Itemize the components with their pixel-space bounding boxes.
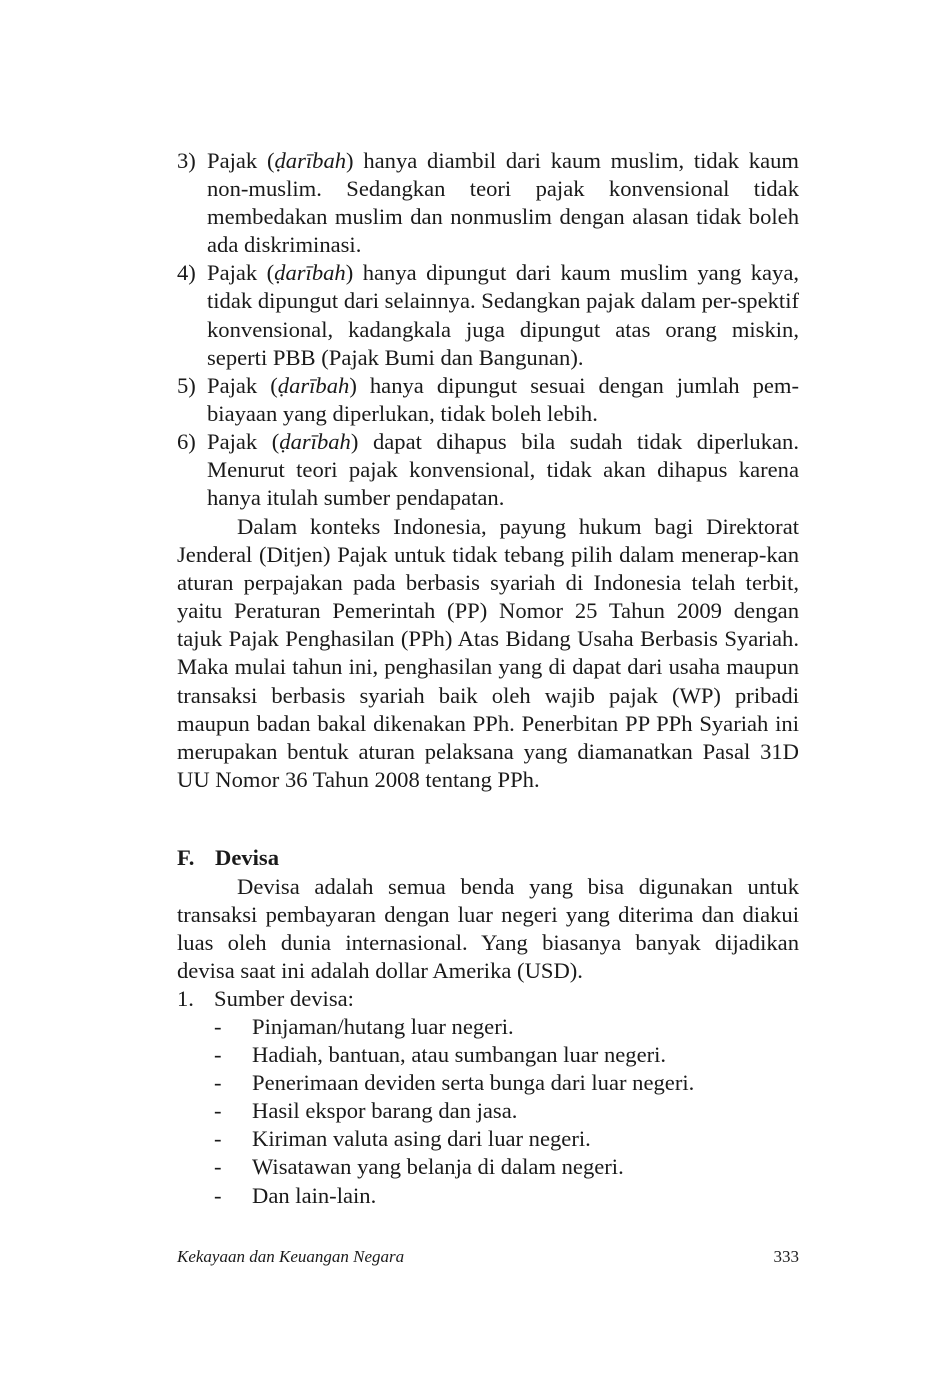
bullet-item: - Kiriman valuta asing dari luar negeri. (214, 1125, 694, 1153)
term-daribah: ḍarībah (274, 260, 346, 286)
bullet-marker: - (214, 1042, 222, 1068)
bullet-marker: - (214, 1014, 222, 1039)
bullet-list (214, 1013, 694, 1210)
list-item: 3) Pajak (ḍarībah) hanya diambil dari kaum muslim, tidak kaum non-muslim. Sedangkan teori pajak konvensional tidak membedakan muslim dan nonmuslim dengan alasan tidak boleh ada diskriminasi. (177, 148, 799, 258)
bullet-item: - Penerimaan deviden serta bunga dari luar negeri. (214, 1069, 694, 1097)
list-item-number: 3) (177, 148, 196, 173)
numbered-list (177, 147, 799, 512)
term-daribah: ḍarībah (279, 428, 351, 454)
bullet-marker: - (214, 1070, 222, 1096)
page-footer (177, 1246, 799, 1268)
bullet-marker: - (214, 1098, 222, 1124)
bullet-marker: - (214, 1154, 222, 1180)
subsection-title: Sumber devisa: (214, 986, 354, 1011)
subsection-number: 1. (177, 986, 194, 1011)
paragraph-devisa-definition: Devisa adalah semua benda yang bisa digunakan untuk transaksi pembayaran dengan luar negeri yang diterima dan diakui luas oleh dunia internasional. Yang biasanya banyak dijadikan devisa saat ini adalah dollar Amerika (USD). (177, 874, 799, 984)
bullet-item: - Pinjaman/hutang luar negeri. (214, 1013, 694, 1041)
list-item: 4) Pajak (ḍarībah) hanya dipungut dari kaum muslim yang kaya, tidak dipungut dari selainnya. Sedangkan pajak dalam per-spektif konvensional, kadangkala juga dipungut atas orang miskin, seperti PBB (Pajak Bumi dan Bangunan). (177, 260, 799, 370)
bullet-marker: - (214, 1126, 222, 1152)
list-item-number: 5) (177, 372, 196, 398)
section-title: Devisa (215, 845, 280, 870)
list-item-number: 6) (177, 428, 196, 454)
subsection-heading (177, 985, 354, 1013)
bullet-item: - Hadiah, bantuan, atau sumbangan luar negeri. (214, 1041, 694, 1069)
bullet-item: - Dan lain-lain. (214, 1182, 694, 1210)
list-item: 5) Pajak (ḍarībah) hanya dipungut sesuai dengan jumlah pem-biayaan yang diperlukan, tidak boleh lebih. (177, 372, 799, 426)
page-number: 333 (773, 1247, 799, 1266)
list-item: 6) Pajak (ḍarībah) dapat dihapus bila sudah tidak diperlukan. Menurut teori pajak konvensional, tidak akan dihapus karena hanya itulah sumber pendapatan. (177, 428, 799, 511)
paragraph-legal-basis: Dalam konteks Indonesia, payung hukum bagi Direktorat Jenderal (Ditjen) Pajak untuk tidak tebang pilih dalam menerap-kan aturan perpajakan pada berbasis syariah di Indonesia telah terbit, yaitu Peraturan Pemerintah (PP) Nomor 25 Tahun 2009 dengan tajuk Pajak Penghasilan (PPh) Atas Bidang Usaha Berbasis Syariah. Maka mulai tahun ini, penghasilan yang di dapat dari usaha maupun transaksi berbasis syariah baik oleh wajib pajak (WP) pribadi maupun badan bakal dikenakan PPh. Penerbitan PP PPh Syariah ini merupakan bentuk aturan pelaksana yang diamanatkan Pasal 31D UU Nomor 36 Tahun 2008 tentang PPh. (177, 514, 799, 792)
term-daribah: ḍarībah (277, 372, 350, 398)
bullet-marker: - (214, 1182, 222, 1208)
running-footer-title: Kekayaan dan Keuangan Negara (177, 1247, 405, 1266)
bullet-item: - Wisatawan yang belanja di dalam negeri. (214, 1153, 694, 1181)
section-letter: F. (177, 845, 195, 870)
bullet-item: - Hasil ekspor barang dan jasa. (214, 1097, 694, 1125)
term-daribah: ḍarībah (274, 148, 347, 173)
section-heading (177, 844, 279, 872)
list-item-number: 4) (177, 260, 196, 286)
